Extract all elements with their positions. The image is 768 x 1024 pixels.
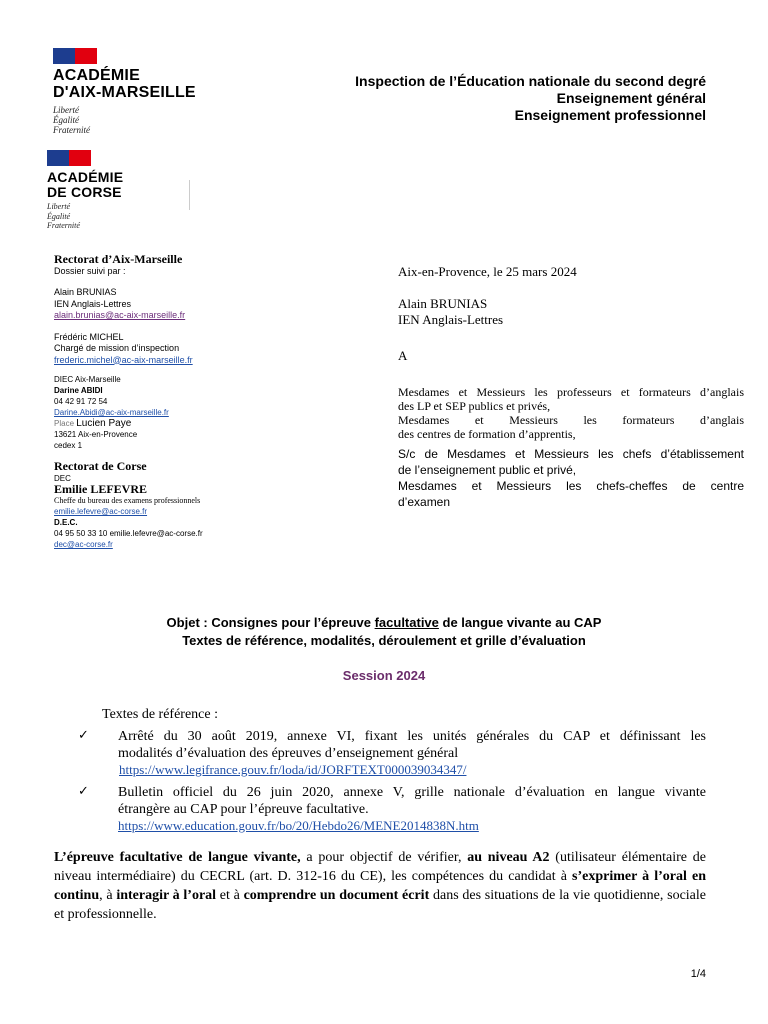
objet-line2: Textes de référence, modalités, déroulement et grille d’évaluation	[182, 633, 586, 648]
logo-aix-line1: ACADÉMIE	[53, 67, 140, 84]
recipient-1b: des LP et SEP publics et privés,	[398, 399, 551, 413]
ref2-line-b: étrangère au CAP pour l’épreuve facultative.	[118, 802, 369, 817]
place-date: Aix-en-Provence, le 25 mars 2024	[398, 264, 577, 279]
recipients-block	[398, 385, 744, 441]
objet-prefix: Objet : Consignes pour l’épreuve	[166, 615, 375, 630]
contact-michel	[54, 332, 274, 367]
dec2-email-link[interactable]: dec@ac-corse.fr	[54, 540, 113, 549]
sender-column	[54, 254, 274, 550]
para-t3: , à	[99, 888, 117, 903]
para-t5: dans des situations de la vie quotidienne, sociale et professionnelle.	[54, 888, 706, 922]
contact-corse	[54, 461, 274, 550]
diec-label: DIEC Aix-Marseille	[54, 375, 121, 384]
dec2-label: D.E.C.	[54, 518, 78, 527]
sc-line-b: de l’enseignement public et privé,	[398, 463, 577, 477]
p4-role: Cheffe du bureau des examens professionnels	[54, 496, 201, 505]
motto-fraternite: Fraternité	[53, 125, 90, 136]
address-place	[54, 418, 274, 429]
dec2-phone: 04 95 50 33 10 emilie.lefevre@ac-corse.fr	[54, 529, 203, 538]
motto-egalite: Égalité	[53, 114, 79, 125]
logo-academie-aix-marseille	[53, 48, 196, 136]
rectorat-aix: Rectorat d’Aix-Marseille	[54, 252, 183, 266]
para-b5: comprendre un document écrit	[243, 888, 430, 903]
p1-name: Alain BRUNIAS	[54, 287, 117, 297]
header-line3: Enseignement professionnel	[514, 107, 706, 123]
dossier-suivi: Dossier suivi par :	[54, 265, 126, 276]
ref-item-2	[78, 784, 706, 833]
p1-role: IEN Anglais-Lettres	[54, 298, 132, 309]
p1-email-link[interactable]: alain.brunias@ac-aix-marseille.fr	[54, 310, 186, 320]
rectorat-corse: Rectorat de Corse	[54, 459, 147, 473]
p4-email-link[interactable]: emilie.lefevre@ac-corse.fr	[54, 507, 148, 516]
p2-role: Chargé de mission d’inspection	[54, 343, 180, 353]
contact-diec	[54, 374, 274, 451]
refs-title: Textes de référence :	[102, 707, 218, 722]
para-t2: (utilisateur élémentaire de niveau intermédiaire) du CECRL (art. D. 312-16 du CE), les compétences du candidat à	[54, 850, 706, 884]
p4-name: Emilie LEFEVRE	[54, 481, 148, 496]
sender-role: IEN Anglais-Lettres	[398, 312, 504, 327]
recipient-1a: Mesdames et Messieurs les professeurs et formateurs d’anglais	[398, 385, 744, 399]
objet-underlined: facultative	[374, 615, 439, 630]
header-line1: Inspection de l’Éducation nationale du second degré	[355, 73, 706, 89]
header-inspection	[266, 73, 706, 124]
sender-name: Alain BRUNIAS	[398, 296, 488, 311]
objet-suffix: de langue vivante au CAP	[438, 615, 602, 630]
motto-fraternite: Fraternité	[47, 220, 80, 230]
para-t4: et à	[216, 888, 244, 903]
sc-line-c: Mesdames et Messieurs les chefs-cheffes de centre	[398, 479, 744, 493]
p2-name: Frédéric MICHEL	[54, 331, 124, 342]
ref1-line-a: Arrêté du 30 août 2019, annexe VI, fixant les unités générales du CAP et définissant les	[118, 729, 706, 744]
motto-liberte: Liberté	[47, 202, 71, 212]
intro-paragraph	[54, 848, 706, 924]
header-line2: Enseignement général	[556, 90, 706, 106]
p3-email-link[interactable]: Darine.Abidi@ac-aix-marseille.fr	[54, 408, 169, 417]
ref2-link[interactable]: https://www.education.gouv.fr/bo/20/Hebdo26/MENE2014838N.htm	[118, 818, 479, 833]
motto-liberte: Liberté	[53, 104, 79, 115]
sc-line-d: d’examen	[398, 495, 451, 509]
p3-phone: 04 42 91 72 54	[54, 397, 108, 406]
address-city: 13621 Aix-en-Provence	[54, 430, 138, 439]
dec-label: DEC	[54, 473, 71, 483]
logo-corse-line2: DE CORSE	[47, 183, 122, 200]
ref1-link[interactable]: https://www.legifrance.gouv.fr/loda/id/JORFTEXT000039034347/	[119, 762, 467, 777]
ref1-line-b: modalités d’évaluation des épreuves d’enseignement général	[118, 746, 459, 761]
sc-block	[398, 446, 744, 510]
para-b4: interagir à l’oral	[116, 888, 217, 903]
address-cedex: cedex 1	[54, 441, 83, 450]
objet-block	[80, 614, 688, 650]
ref2-line-a: Bulletin officiel du 26 juin 2020, annexe V, grille nationale d’évaluation en langue vivante	[118, 785, 706, 800]
divider-line	[189, 180, 190, 210]
page-number: 1/4	[690, 968, 706, 980]
marianne-flag-icon	[53, 48, 97, 64]
marianne-flag-icon	[47, 150, 91, 166]
checkmark-icon: ✓	[78, 784, 89, 799]
checkmark-icon: ✓	[78, 728, 89, 743]
to-label: A	[398, 348, 408, 363]
logo-academie-corse	[47, 150, 123, 230]
place-prefix: Place	[54, 419, 75, 428]
recipient-2b: des centres de formation d’apprentis,	[398, 427, 576, 441]
p3-name: Darine ABIDI	[54, 386, 103, 395]
motto-egalite: Égalité	[47, 211, 71, 221]
para-b1: L’épreuve facultative de langue vivante,	[54, 850, 301, 865]
recipient-2a: Mesdames et Messieurs les formateurs d’anglais	[398, 413, 744, 427]
objet-line1	[80, 614, 688, 632]
session-title: Session 2024	[342, 668, 426, 683]
place-name: Lucien Paye	[76, 418, 132, 429]
para-b3: s’exprimer à l’oral en continu	[54, 869, 706, 903]
contact-brunias	[54, 287, 274, 322]
logo-aix-line2: D'AIX-MARSEILLE	[53, 83, 196, 101]
logo-corse-line1: ACADÉMIE	[47, 169, 124, 185]
para-t1: a pour objectif de vérifier,	[300, 850, 468, 865]
para-b2: au niveau A2	[467, 850, 550, 865]
ref-item-1	[78, 728, 706, 777]
sender-block	[398, 296, 503, 328]
p2-email-link[interactable]: frederic.michel@ac-aix-marseille.fr	[54, 354, 193, 365]
sc-line-a: S/c de Mesdames et Messieurs les chefs d’établissement	[398, 447, 744, 461]
